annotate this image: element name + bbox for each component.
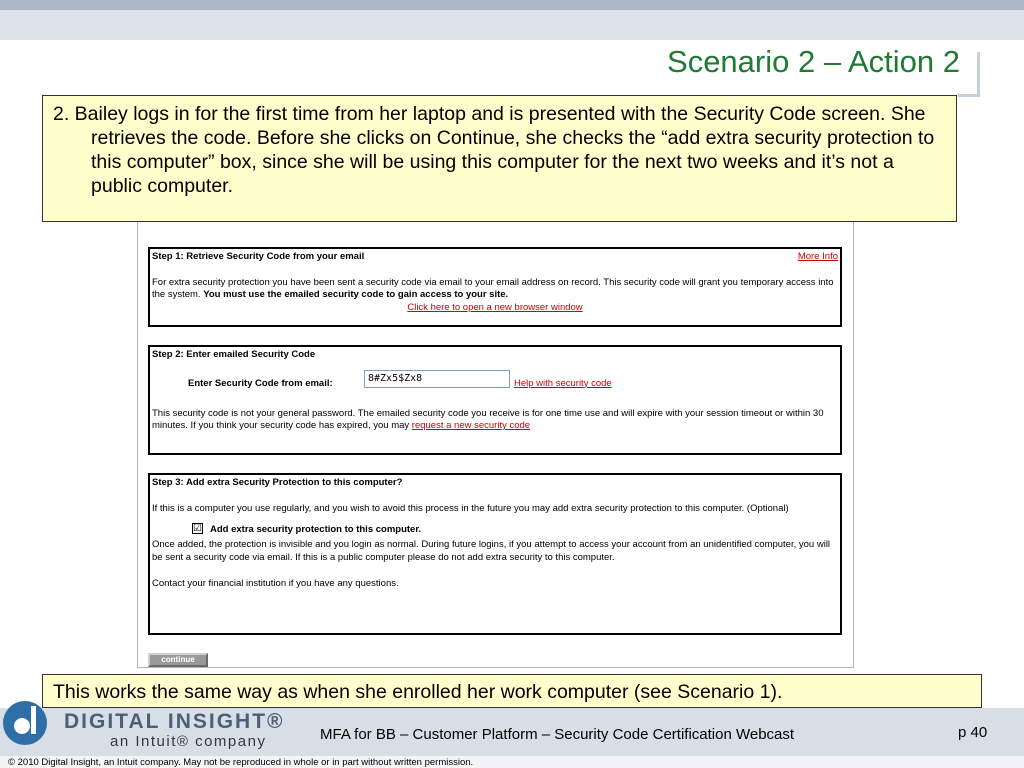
page-number: p 40 <box>958 724 988 741</box>
step1-text-bold: You must use the emailed security code to gain access to your site. <box>203 289 509 300</box>
open-browser-window-link[interactable]: Click here to open a new browser window <box>407 301 583 313</box>
extra-security-checkbox[interactable]: ☑ <box>193 523 202 534</box>
callout-note <box>42 674 982 708</box>
step3-contact-text: Contact your financial institution if you have any questions. <box>152 578 399 589</box>
step1-heading: Step 1: Retrieve Security Code from your email <box>152 251 365 262</box>
title-bracket-horizontal <box>958 94 980 97</box>
more-info-link[interactable]: More Info <box>797 251 838 262</box>
request-new-code-link[interactable]: request a new security code <box>411 420 531 431</box>
logo-tagline: an Intuit® company <box>110 733 267 750</box>
step1-text <box>152 277 838 302</box>
extra-security-row <box>152 523 838 539</box>
callout-note-text: This works the same way as when she enrolled her work computer (see Scenario 1). <box>53 681 783 703</box>
title-area <box>560 40 980 98</box>
step3-text: If this is a computer you use regularly, and you wish to avoid this process in the future you may add extra security protection to this computer. (Optional) <box>152 502 789 514</box>
security-code-input[interactable]: 8#Zx5$Zx8 <box>364 370 510 388</box>
security-code-row <box>152 370 838 398</box>
step2-text <box>152 408 838 433</box>
footer-title: MFA for BB – Customer Platform – Security Code Certification Webcast <box>320 726 795 743</box>
step1-text-body: For extra security protection you have been sent a security code via email to your email address on record. This security code will grant you temporary access into the system. <box>152 276 834 300</box>
digital-insight-logo-icon <box>2 700 48 746</box>
step2-box <box>148 345 842 455</box>
step3-heading: Step 3: Add extra Security Protection to this computer? <box>152 477 403 488</box>
step2-heading: Step 2: Enter emailed Security Code <box>152 349 316 360</box>
security-code-screen <box>137 220 854 668</box>
header-band-dark <box>0 0 1024 10</box>
step3-once-text: Once added, the protection is invisible and you login as normal. During future logins, if you attempt to access your account from an unidentified computer, you will be sent a security code via email. If this is a public computer please do not add extra security to this computer. <box>152 539 831 563</box>
security-code-label: Enter Security Code from email: <box>188 377 333 389</box>
logo-wordmark: DIGITAL INSIGHT® <box>64 710 285 733</box>
step2-text-body: This security code is not your general password. The emailed security code you receive is for one time use and will expire with your session timeout or within 30 minutes. If you think your security code has expired, you may <box>152 407 824 431</box>
continue-button[interactable]: continue <box>148 653 208 667</box>
step3-box <box>148 473 842 635</box>
slide-title: Scenario 2 – Action 2 <box>667 44 960 79</box>
header-band-light <box>0 10 1024 40</box>
step1-box <box>148 247 842 327</box>
extra-security-checkbox-label[interactable]: Add extra security protection to this computer. <box>210 524 422 535</box>
copyright-notice: © 2010 Digital Insight, an Intuit company. May not be reproduced in whole or in part without written permission. <box>8 757 474 768</box>
help-security-code-link[interactable]: Help with security code <box>514 377 612 389</box>
callout-instruction-text: 2. Bailey logs in for the first time from her laptop and is presented with the Security Code screen. She retrieves the code. Before she clicks on Continue, she checks the “add extra security protection to this computer” box, since she will be using this computer for the next two weeks and it’s not a public computer. <box>53 103 935 197</box>
callout-instruction <box>42 95 957 222</box>
title-bracket-vertical <box>977 52 980 96</box>
